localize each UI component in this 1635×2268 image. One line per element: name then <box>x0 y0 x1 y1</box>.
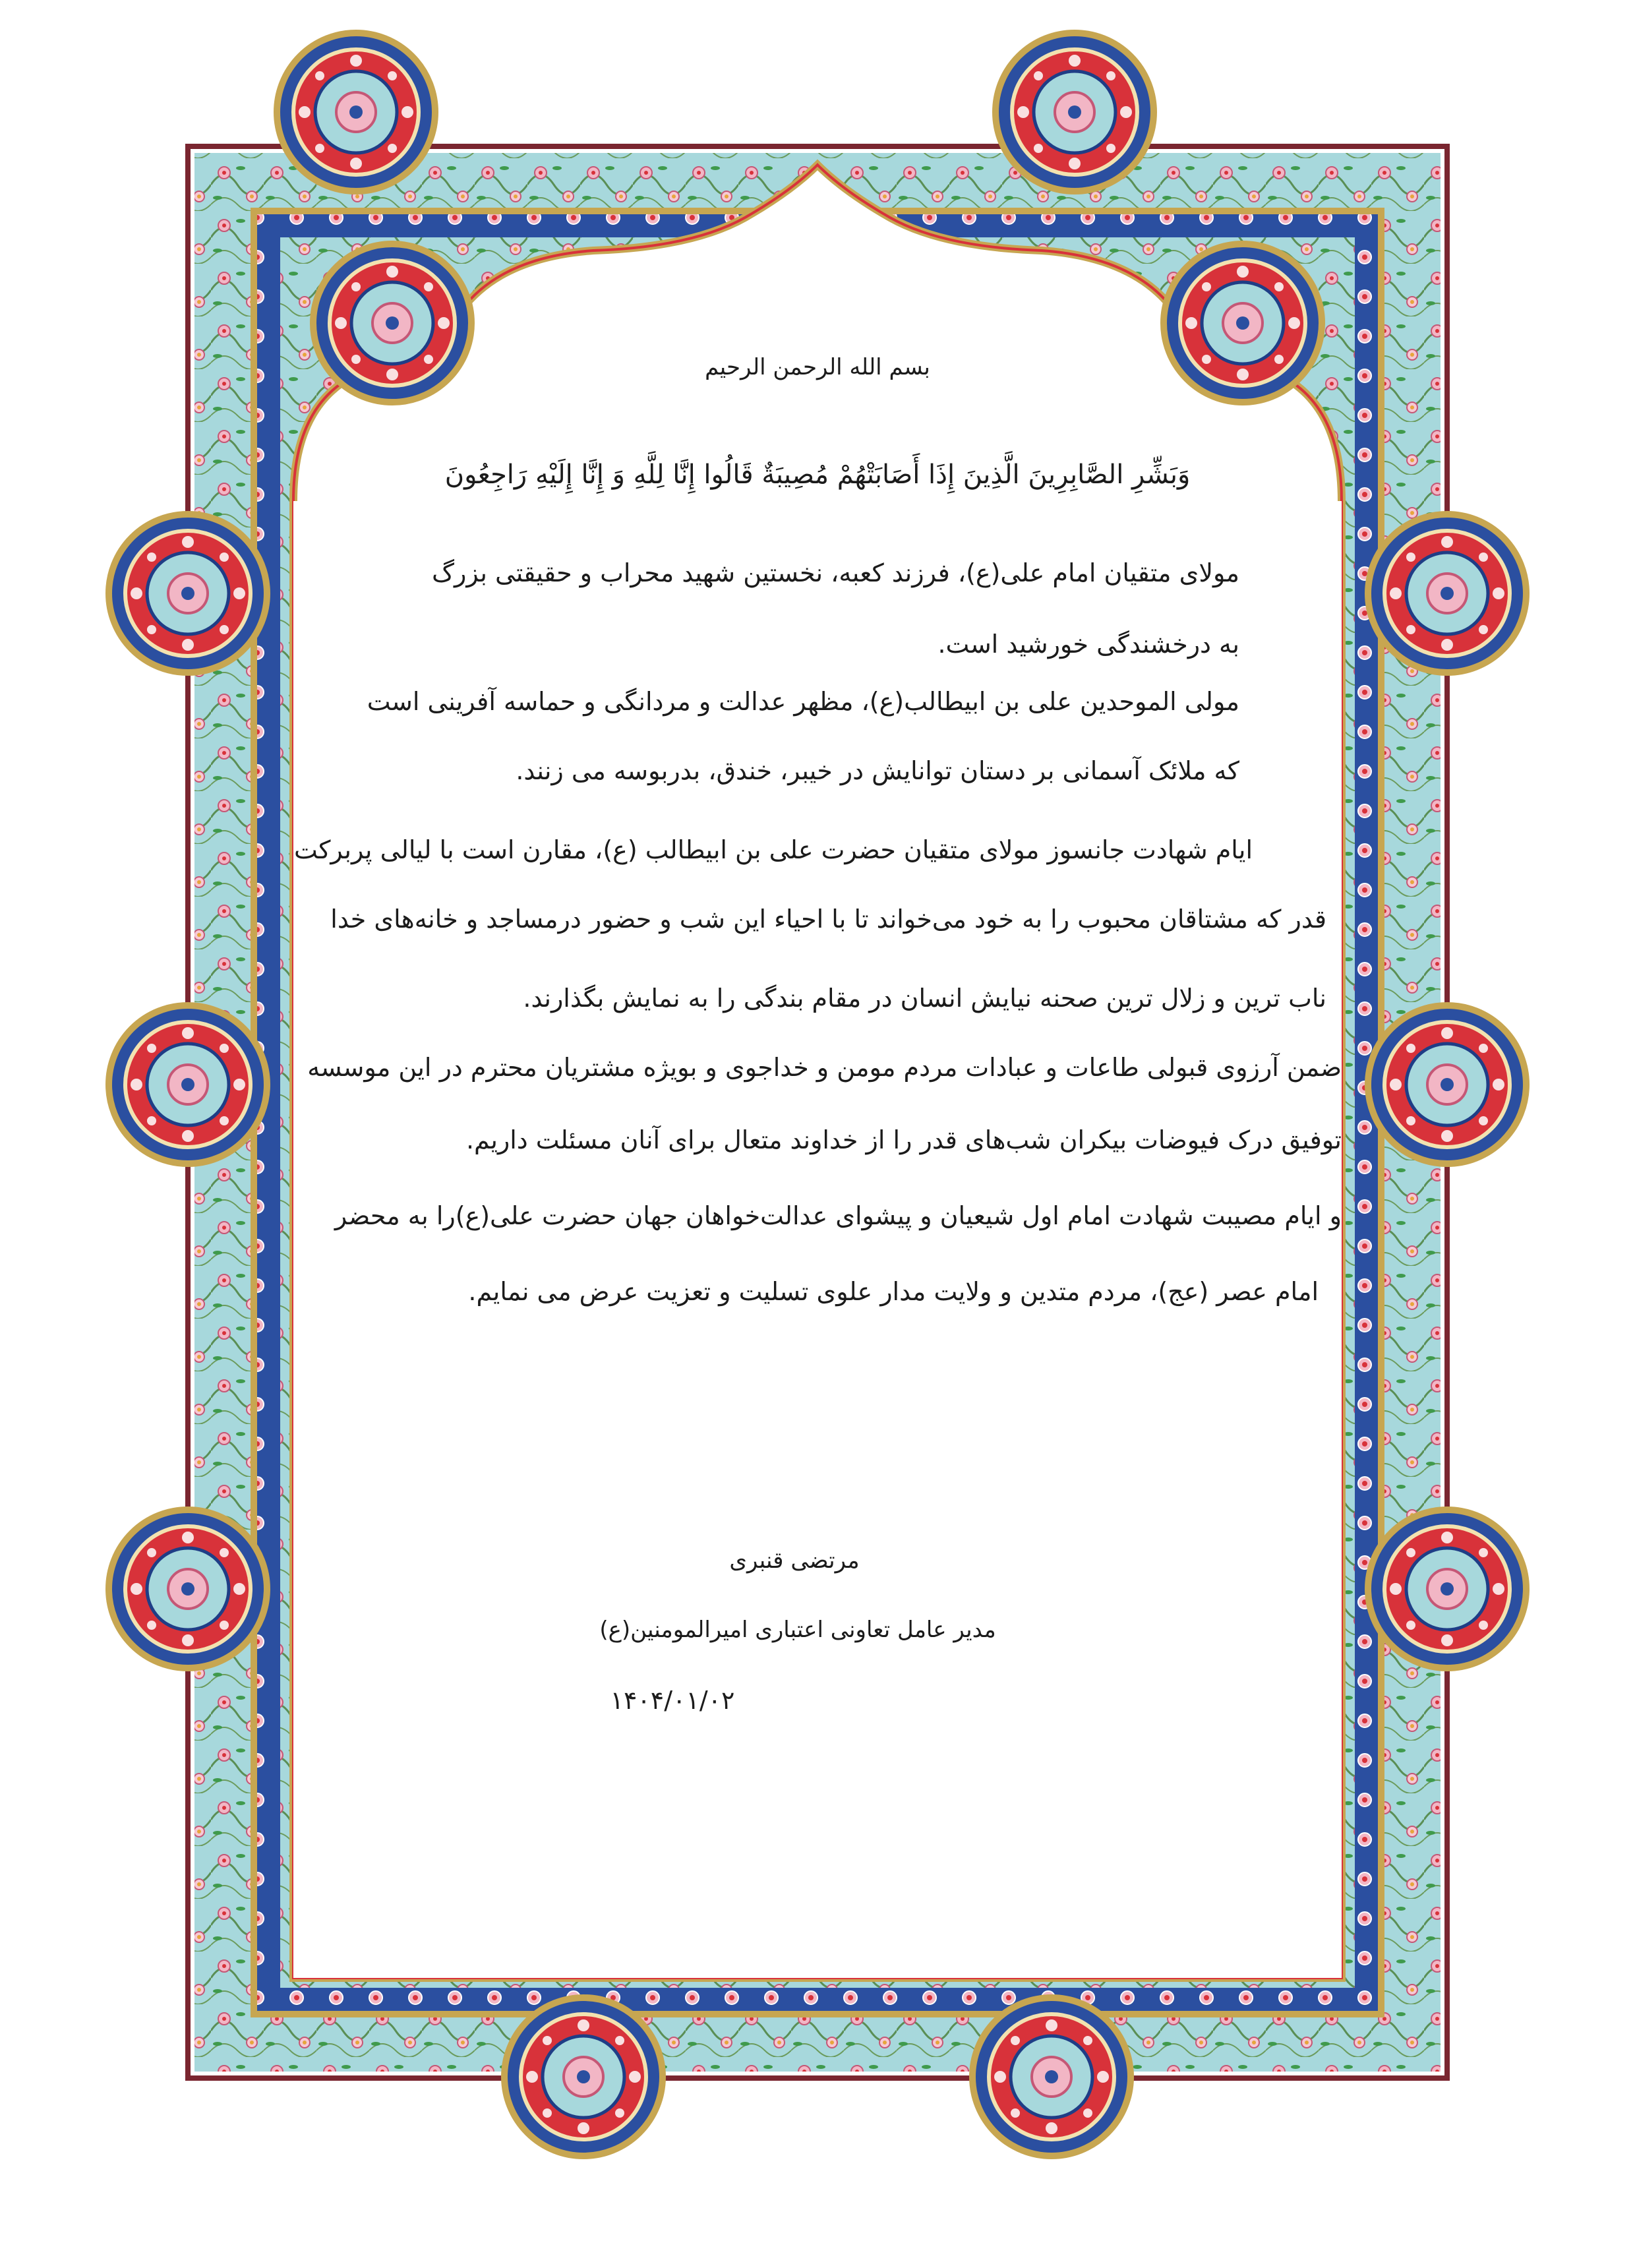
body-line-6: قدر که مشتاقان محبوب را به خود می‌خواند تا با احیاء این شب و حضور درمساجد و خانه‌های خدا <box>330 905 1326 934</box>
body-line-2: به درخشندگی خورشید است. <box>937 630 1239 659</box>
body-line-11: امام عصر (عج)، مردم متدین و ولایت مدار علوی تسلیت و تعزیت عرض می نمایم. <box>468 1277 1319 1306</box>
basmala: بسم الله الرحمن الرحیم <box>705 354 930 380</box>
body-line-8: ضمن آرزوی قبولی طاعات و عبادات مردم مومن و خداجوی و بویژه مشتریان محترم در این موسسه <box>307 1053 1342 1082</box>
signatory-title: مدیر عامل تعاونی اعتباری امیرالمومنین(ع) <box>599 1617 996 1643</box>
body-line-1: مولای متقیان امام علی(ع)، فرزند کعبه، نخستین شهید محراب و حقیقتی بزرگ <box>432 558 1239 587</box>
body-line-3: مولی الموحدین علی بن ابیطالب(ع)، مظهر عدالت و مردانگی و حماسه آفرینی است <box>367 687 1239 716</box>
floral-medallion-icon <box>277 33 435 191</box>
body-line-7: ناب ترین و زلال ترین صحنه نیایش انسان در مقام بندگی را به نمایش بگذارند. <box>523 984 1326 1013</box>
quran-verse: وَبَشِّرِ الصَّابِرِينَ الَّذِينَ إِذَا أَصَابَتْهُمْ مُصِيبَةٌ قَالُوا إِنَّا لِلَّهِ وَ إِنَّا إِلَيْهِ رَاجِعُونَ <box>444 460 1191 490</box>
body-line-4: که ملائک آسمانی بر دستان توانایش در خیبر، خندق، بدربوسه می زنند. <box>516 756 1239 785</box>
body-line-5: ایام شهادت جانسوز مولای متقیان حضرت علی بن ابیطالب (ع)، مقارن است با لیالی پربرکت <box>294 835 1253 864</box>
signatory-name: مرتضی قنبری <box>729 1547 860 1574</box>
body-line-10: و ایام مصیبت شهادت امام اول شیعیان و پیشوای عدالت‌خواهان جهان حضرت علی(ع)را به محضر <box>334 1201 1342 1230</box>
body-line-9: توفیق درک فیوضات بیکران شب‌های قدر را از خداوند متعال برای آنان مسئلت داریم. <box>465 1125 1342 1154</box>
letter-date: ۱۴۰۴/۰۱/۰۲ <box>610 1686 735 1715</box>
